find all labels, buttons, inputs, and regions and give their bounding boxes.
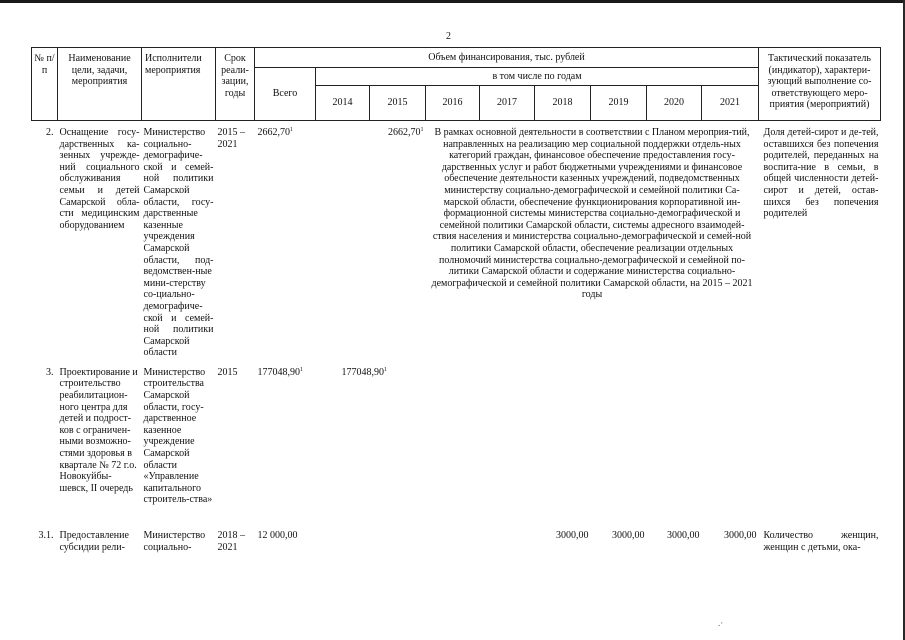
row-y2014 xyxy=(316,530,370,553)
row-y2015: 177048,90$^1$ xyxy=(341,366,387,378)
header-total: Всего xyxy=(255,68,316,121)
table-row xyxy=(32,367,881,506)
header-year: 2016 xyxy=(426,86,480,121)
header-year: 2018 xyxy=(535,86,591,121)
row-num: 3. xyxy=(46,366,54,378)
header-year: 2015 xyxy=(370,86,426,121)
table-header xyxy=(32,48,881,121)
row-name: Оснащение госу-дарственных ка-зенных учрежде-ний социального обслуживания семьи и детей Самарской обла-сти медицинским оборудованием xyxy=(59,127,140,231)
header-num: № п/п xyxy=(32,48,58,121)
row-y2015: 2662,70$^1$ xyxy=(388,127,424,138)
row-term: 2015 xyxy=(217,366,238,378)
table-row xyxy=(32,121,881,359)
header-year: 2021 xyxy=(702,86,759,121)
row-total: 177048,90$^1$ xyxy=(257,366,303,378)
row-executors: Министерство социально-демографиче-ской и семей-ной политики Самарской области, госу-дарственные казенные учреждения Самарской области, под-ведомствен-ные мини-стерству со-циально-демографиче-ской и семей-ной политики Самарской области xyxy=(143,127,214,359)
page-number: 2 xyxy=(446,31,451,42)
row-y2021: 3000,00 xyxy=(724,530,757,541)
row-y2016 xyxy=(426,530,480,553)
header-year: 2019 xyxy=(591,86,647,121)
row-indicator: Количество женщин, женщин с детьми, ока- xyxy=(763,530,879,553)
scan-top-border xyxy=(0,0,905,3)
header-funding: Объем финансирования, тыс. рублей xyxy=(255,48,759,68)
funding-table xyxy=(31,47,881,553)
row-executors: Министерство строительства Самарской области, госу-дарственное казенное учреждение Самарской области «Управление капитального строитель-ства» xyxy=(143,366,213,506)
scan-mark: .· xyxy=(718,618,724,628)
header-year: 2017 xyxy=(480,86,535,121)
header-year: 2020 xyxy=(647,86,702,121)
header-indicator: Тактический показатель (индикатор), характери-зующий выполнение со-ответствующего меро-приятия (мероприятий) xyxy=(759,48,881,121)
row-y2014 xyxy=(316,121,370,359)
row-description: В рамках основной деятельности в соответствии с Планом мероприя-тий, направленных на реализацию мер социальной поддержки отдель-ных категорий граждан, финансовое обеспечение предоставления госу-дарственных услуг и работ бюджетными учреждениями и финансовое обеспечение деятельности казенных учреждений, подведомственных министерству социально-демографической и семейной политики Са-марской области, обеспечение функционирования корпоративной ин-формационной системы министерства социально-демографической и семейной политики Самарской области, системы адресного взаимодей-ствия населения и министерства социально-демографической и семей-ной политики Самарской области, обеспечение реализации отдельных полномочий министерства социально-демографической и семейной по-литики Самарской области и содержание министерства социально-демографической и семейной политики Самарской области, на 2015 – 2021 годы xyxy=(431,127,753,301)
row-indicator: Доля детей-сирот и де-тей, оставшихся без попечения родителей, переданных на воспита-ние в семьи, в общей численности детей-сирот и детей, остав-шихся без попечения родителей xyxy=(763,127,879,220)
row-name: Предоставление субсидии рели- xyxy=(59,530,129,553)
header-by-years: в том числе по годам xyxy=(316,68,759,86)
row-num: 3.1. xyxy=(38,530,54,541)
row-gap xyxy=(32,359,881,367)
row-gap xyxy=(32,506,881,530)
header-executors: Исполнители мероприятия xyxy=(142,48,216,121)
header-year: 2014 xyxy=(316,86,370,121)
row-executors: Министерство социально- xyxy=(143,530,206,553)
row-name: Проектирование и строительство реабилитацион-ного центра для детей и подрост-ков с ограничен-ными возможно-стями здоровья в квартале № 72 г.о. Новокуйбы-шевск, II очередь xyxy=(59,366,138,494)
table-row xyxy=(32,530,881,553)
row-y2018: 3000,00 xyxy=(556,530,589,541)
row-empty xyxy=(480,367,759,506)
row-y2020: 3000,00 xyxy=(667,530,700,541)
row-y2015 xyxy=(370,530,426,553)
row-total: 12 000,00 xyxy=(257,530,298,541)
row-term: 2018 – 2021 xyxy=(217,530,245,553)
row-term: 2015 – 2021 xyxy=(217,127,245,150)
row-y2019: 3000,00 xyxy=(612,530,645,541)
row-total: 2662,70$^1$ xyxy=(257,127,293,138)
header-term: Срок реали-зации, годы xyxy=(216,48,255,121)
row-indicator xyxy=(759,367,881,506)
header-name: Наименование цели, задачи, мероприятия xyxy=(58,48,142,121)
row-num: 2. xyxy=(46,127,54,138)
row-y2017 xyxy=(480,530,535,553)
